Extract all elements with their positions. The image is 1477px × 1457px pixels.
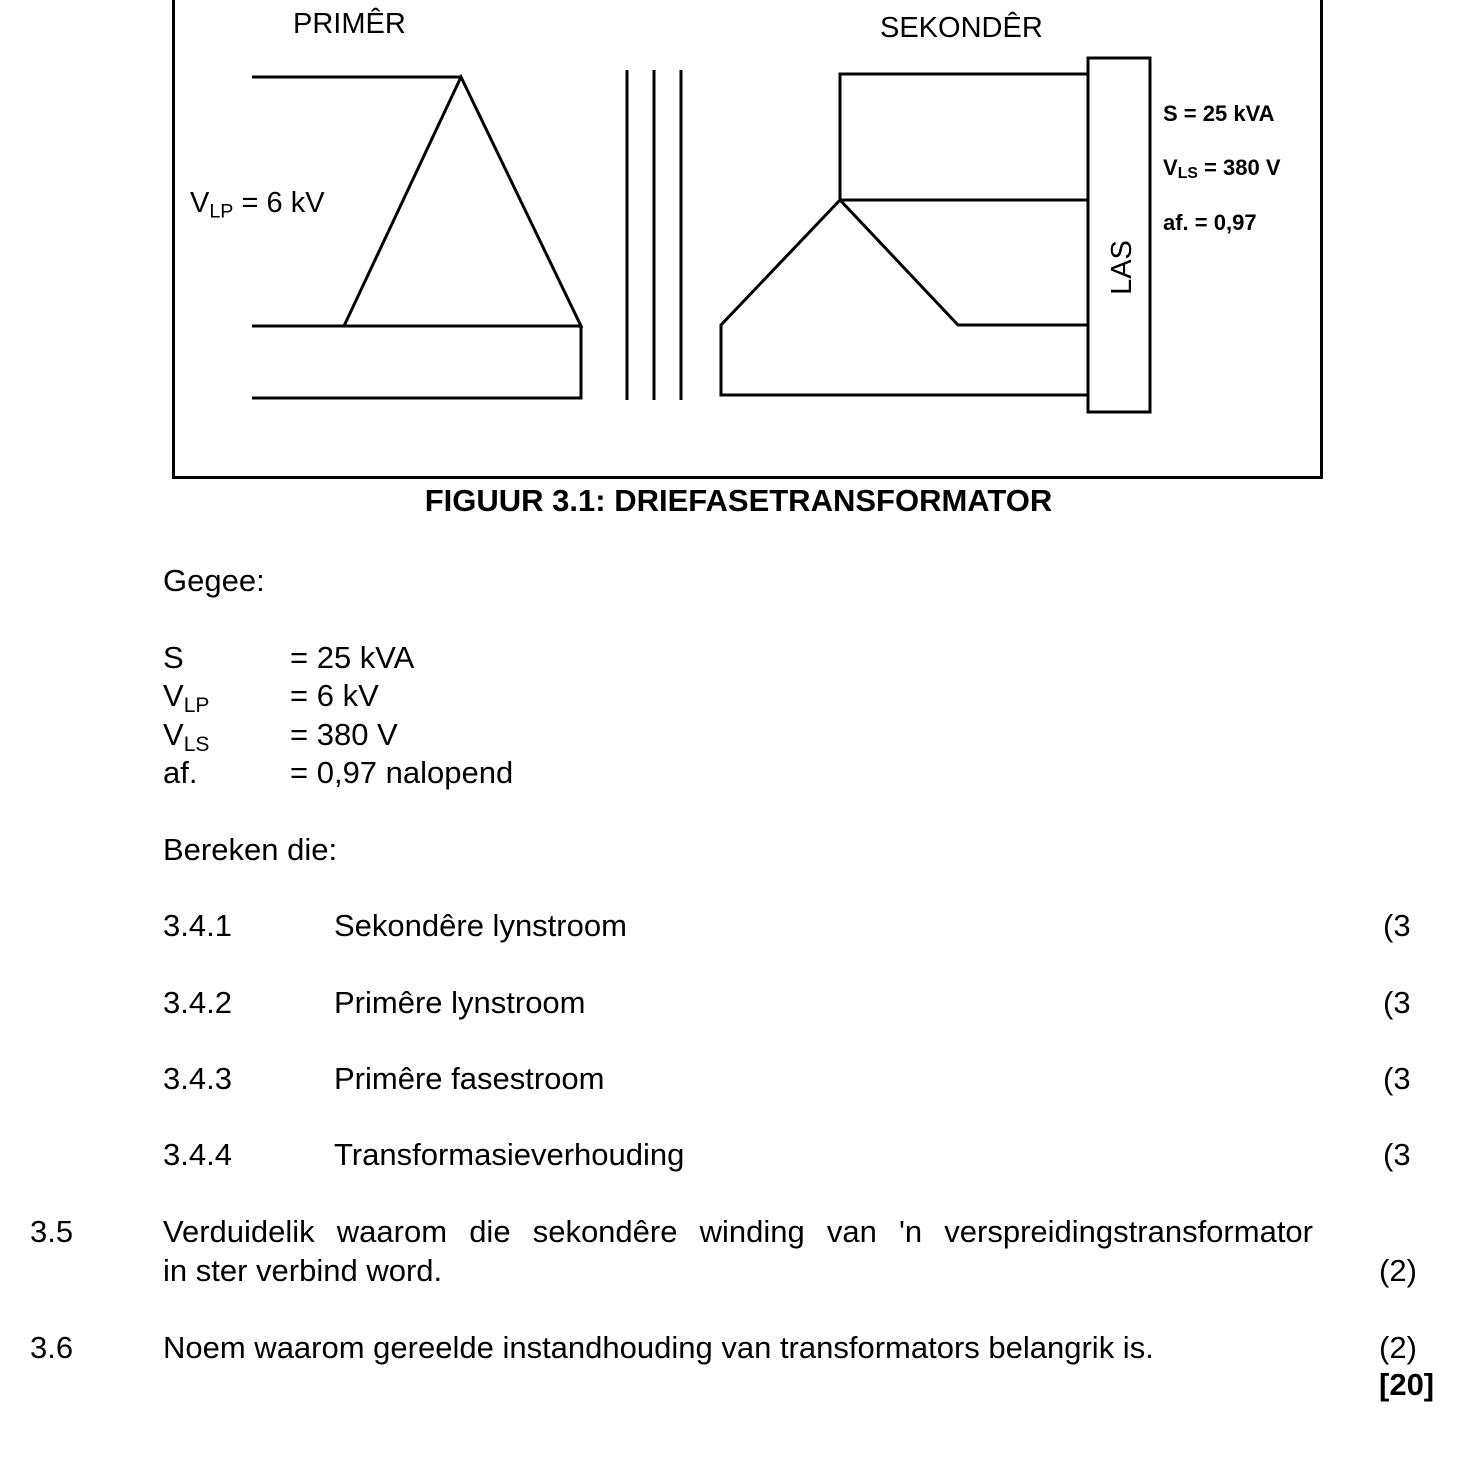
- given-row-value: = 0,97 nalopend: [290, 755, 514, 790]
- item-number: 3.4.3: [163, 1061, 232, 1096]
- question-text-line: in ster verbind word.: [163, 1253, 443, 1288]
- given-row-value: = 6 kV: [290, 678, 379, 713]
- figure-caption: FIGUUR 3.1: DRIEFASETRANSFORMATOR: [424, 483, 1053, 518]
- item-text: Primêre fasestroom: [334, 1061, 605, 1096]
- question-total: [20]: [1379, 1367, 1435, 1402]
- given-row-symbol: af.: [163, 755, 198, 790]
- item-marks: (3: [1383, 1137, 1411, 1172]
- question-marks: (2): [1379, 1253, 1417, 1288]
- question-text-line: Verduidelik waarom die sekondêre winding van 'n verspreidingstransformator: [163, 1214, 1313, 1249]
- given-row-value: = 25 kVA: [290, 640, 415, 675]
- primary-voltage-label: $V_{LP} = 6$ kV: [190, 187, 325, 223]
- load-label: LAS: [1105, 239, 1138, 295]
- spec-secondary-voltage: $V_{LS} = 380$ V: [1163, 155, 1281, 183]
- question-number: 3.6: [30, 1330, 74, 1365]
- primary-lead-bottom: [252, 326, 581, 398]
- primary-label: PRIMÊR: [293, 8, 406, 40]
- secondary-label: SEKONDÊR: [880, 12, 1043, 44]
- item-text: Transformasieverhouding: [334, 1137, 685, 1172]
- spec-power-factor: af. = 0,97: [1163, 210, 1257, 235]
- calculate-heading: Bereken die:: [163, 832, 338, 867]
- item-marks: (3: [1383, 908, 1411, 943]
- item-marks: (3: [1383, 985, 1411, 1020]
- given-heading: Gegee:: [163, 563, 265, 598]
- primary-delta: [344, 77, 581, 326]
- item-number: 3.4.4: [163, 1137, 232, 1172]
- given-row-symbol: $V_{LP}$: [163, 678, 210, 717]
- question-text-line: Noem waarom gereelde instandhouding van transformators belangrik is.: [163, 1330, 1154, 1365]
- item-text: Primêre lynstroom: [334, 985, 586, 1020]
- given-row-value: = 380 V: [290, 717, 398, 752]
- item-text: Sekondêre lynstroom: [334, 908, 627, 943]
- item-marks: (3: [1383, 1061, 1411, 1096]
- spec-apparent-power: S = 25 kVA: [1163, 101, 1275, 126]
- given-row-symbol: $V_{LS}$: [163, 717, 210, 756]
- question-number: 3.5: [30, 1214, 74, 1249]
- secondary-phase-top: [840, 74, 1088, 200]
- transformer-diagram: [0, 0, 1414, 490]
- item-number: 3.4.1: [163, 908, 232, 943]
- secondary-phase-left: [721, 200, 1088, 395]
- question-marks: (2): [1379, 1330, 1417, 1365]
- item-number: 3.4.2: [163, 985, 232, 1020]
- given-row-symbol: S: [163, 640, 184, 675]
- secondary-phase-right: [840, 200, 1088, 325]
